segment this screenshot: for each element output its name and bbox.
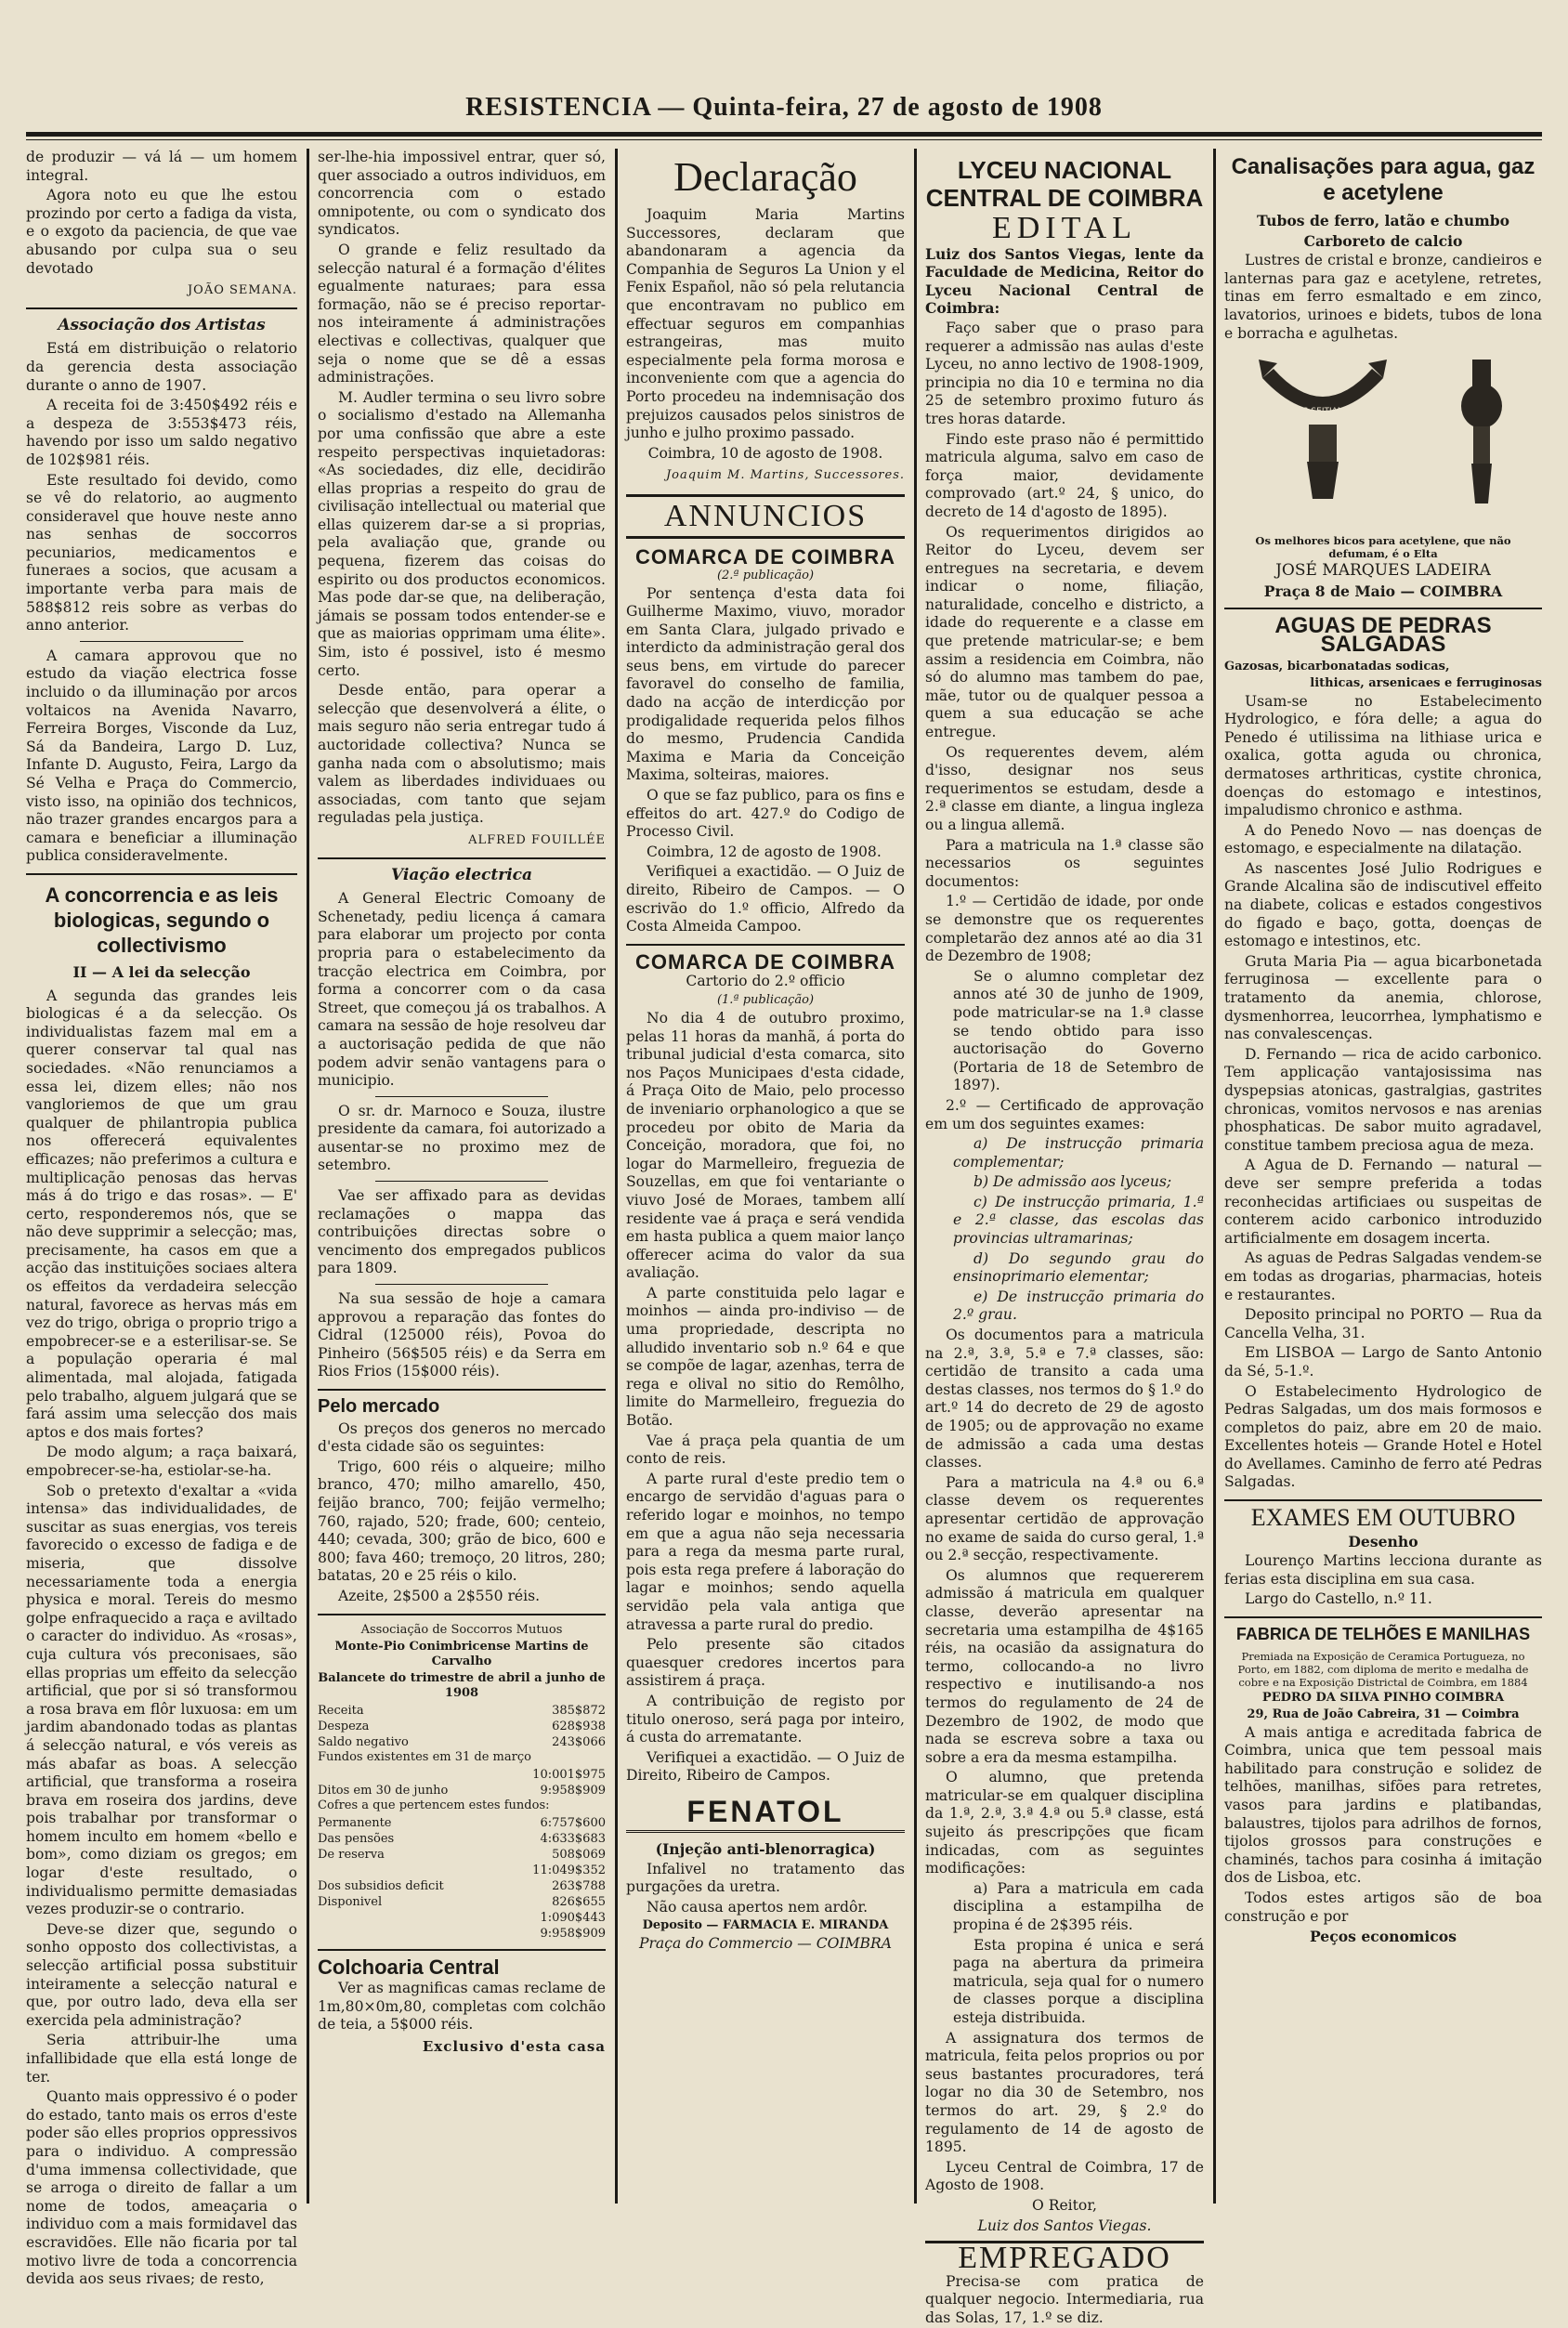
ad-owner: JOSÉ MARQUES LADEIRA bbox=[1275, 561, 1491, 581]
column-5 bbox=[1224, 149, 1542, 2204]
text: Lustres de cristal e bronze, candieiros e lanternas para gaz e acetylene, retretes, tinas em ferro esmaltado e em zinco, lavatorios, urinoes e bidets, tubos de lona e borracha e agulhetas. bbox=[1224, 252, 1542, 342]
text: Seria attribuir-lhe uma infallibidade que ella está longe de ter. bbox=[26, 2032, 297, 2086]
ad-subtitle: Gazosas, bicarbonatadas sodicas, bbox=[1224, 659, 1450, 674]
ledger-row bbox=[318, 1863, 606, 1878]
section-title: Colchoaria Central bbox=[318, 1955, 500, 1979]
notice-subtitle: (2.ª publicação) bbox=[716, 568, 815, 582]
ledger-value: 826$655 bbox=[552, 1894, 606, 1909]
text: Está em distribuição o relatorio da gerencia desta associação durante o anno de 1907. bbox=[26, 340, 297, 394]
ledger-key: Permanente bbox=[318, 1815, 392, 1830]
top-rule bbox=[26, 132, 1542, 137]
masthead: RESISTENCIA — Quinta-feira, 27 de agosto de 1908 bbox=[465, 93, 1103, 122]
text: Os requerimentos dirigidos ao Reitor do Lyceu, devem ser entregues na secretaria, e devem indicar o nome, filiação, naturalidade, concelho e districto, a idade do requerente e a classe em que pretende matricular-se; e bem assim a residencia em Coimbra, não só do alumno mas tambem do pae, mãe, tutor ou de qualquer pessoa a quem a sua educação se ache entregue. bbox=[925, 523, 1204, 741]
ledger-value: 11:049$352 bbox=[532, 1863, 606, 1877]
ad-address: 29, Rua de João Cabreira, 31 — Coimbra bbox=[1247, 1707, 1520, 1721]
text: A contribuição de registo por titulo oneroso, será paga por inteiro, á custa do arrematante. bbox=[626, 1692, 905, 1746]
text: Peços economicos bbox=[1310, 1928, 1457, 1946]
ad-subtitle: lithicas, arsenicaes e ferruginosas bbox=[1310, 675, 1542, 690]
text: a) Para a matricula em cada disciplina a estampilha de propina é de 2$395 réis. bbox=[953, 1879, 1204, 1934]
declaration-title: Declaração bbox=[673, 154, 857, 200]
text: O alumno, que pretenda matricular-se em qualquer disciplina da 1.ª, 2.ª, 3.ª 4.ª ou 5.ª classe, está sujeito ás prescripções que ficam indicadas, com as seguintes modificações: bbox=[925, 1769, 1204, 1877]
ledger-row bbox=[318, 1878, 606, 1894]
ledger-value: 6:757$600 bbox=[540, 1815, 606, 1830]
lyceu-title: LYCEU NACIONAL CENTRAL DE COIMBRA bbox=[925, 156, 1204, 212]
ledger-value: 1:090$443 bbox=[540, 1910, 606, 1925]
employee-ad-title: EMPREGADO bbox=[925, 2241, 1204, 2268]
exam-list-item: d) Do segundo grau do ensinoprimario elementar; bbox=[953, 1249, 1204, 1286]
divider bbox=[318, 1389, 606, 1391]
text: A camara approvou que no estudo da viação electrica fosse incluido o da illuminação por arcos voltaicos na Avenida Navarro, Ferreira Borges, Visconde da Luz, Sá da Bandeira, Largo D. Luz, Infante D. Augusto, Feira, Largo da Sé Velha e Praça do Commercio, visto isso, na opinião dos technicos, não trazer grandes encargos para a camara e beneficiar a illuminação publica consideravelmente. bbox=[26, 647, 297, 865]
ledger-key: Receita bbox=[318, 1703, 364, 1718]
ledger-label: Fundos existentes em 31 de março bbox=[318, 1749, 531, 1764]
text: Deposito principal no PORTO — Rua da Cancella Velha, 31. bbox=[1224, 1306, 1542, 1341]
ledger-row bbox=[318, 1703, 606, 1719]
text: Quanto mais oppressivo é o poder do estado, tanto mais os erros d'este poder são elles proprios oppressivos para o individuo. A compressão d'uma immensa collectividade, que se arroga o direito de fallar a um nome de todos, ameaçaria o individuo com a mais formidavel das escravidões. Elle não ficaria por tal motivo livre de toda a concorrencia devida aos seus rivaes; de resto, bbox=[26, 2088, 297, 2288]
edital-title: EDITAL bbox=[991, 211, 1137, 245]
text: Verifiquei a exactidão. — O Juiz de Direito, Ribeiro de Campos. bbox=[626, 1748, 905, 1785]
text: O Estabelecimento Hydrologico de Pedras Salgadas, um dos mais formosos e completos do paiz, abre em 20 de maio. Excellentes hoteis — Grande Hotel e Hotel do Avellames. Caminho de ferro até Pedras Salgadas. bbox=[1224, 1382, 1542, 1491]
ledger-label: Cofres a que pertencem estes fundos: bbox=[318, 1798, 550, 1812]
ledger-row bbox=[318, 1910, 606, 1926]
text: O que se faz publico, para os fins e effeitos do art. 427.º do Codigo de Processo Civil. bbox=[626, 787, 905, 841]
text: Na sua sessão de hoje a camara approvou a reparação das fontes do Cidral (125000 réis), Povoa do Pinheiro (56$505 réis) e da Serra em Rios Frios (15$000 réis). bbox=[318, 1290, 606, 1380]
column-1 bbox=[26, 149, 297, 2288]
ledger-block bbox=[318, 1703, 606, 1750]
signature: Luiz dos Santos Viegas. bbox=[977, 2217, 1152, 2234]
notice-subtitle: (1.ª publicação) bbox=[716, 992, 815, 1007]
column-separator bbox=[914, 149, 917, 2204]
text: A receita foi de 3:450$492 réis e a despeza de 3:553$473 réis, havendo por isso um saldo negativo de 102$981 réis. bbox=[26, 397, 297, 468]
ledger-key: De reserva bbox=[318, 1847, 385, 1862]
ledger-value: 508$069 bbox=[552, 1847, 606, 1862]
text: A parte constituida pelo lagar e moinhos — ainda pro-indiviso — de uma propriedade, descripta no alludido inventario sob n.º 64 e que se compõe de lagar, azenhas, terra de rega e olival no sitio do Remôlho, limite do Marmelleiro, freguezia do Botão. bbox=[626, 1284, 905, 1430]
divider bbox=[1224, 608, 1542, 609]
ledger-row bbox=[318, 1783, 606, 1798]
text: Os preços dos generos no mercado d'esta cidade são os seguintes: bbox=[318, 1419, 606, 1456]
burner-icon bbox=[1449, 350, 1514, 517]
divider bbox=[626, 944, 905, 946]
ledger-value: 9:958$909 bbox=[540, 1783, 606, 1798]
text: de produzir — vá lá — um homem integral. bbox=[26, 149, 297, 184]
text: Sob o pretexto d'exaltar a «vida intensa» das individualidades, de suscitar as suas energias, vos tereis favorecido o excesso de fadiga e de miseria, que dissolve necessariamente toda a energia physica e moral. Tereis do mesmo golpe enfraquecido a raça e aviltado o caracter do individuo. As «rosas», cuja cultura vós preconisaes, são ellas proprias um effeito da selecção artificial, que por si só transformou a rosa brava em flôr luxuosa: em um jardim abandonado todas as plantas á selecção natural, e vós vereis as más abafar as boas. A selecção artificial, que transforma a roseira brava em roseira dos jardins, deve pois trabalhar por transformar o homem inculto em homem «bello e bom», como diziam os gregos; em logar d'este resultado, o individualismo permitte demasiadas vezes produzir-se o contrario. bbox=[26, 1482, 297, 1918]
text: Precisa-se com pratica de qualquer negocio. Intermediaria, rua das Solas, 17, 1.º se diz. bbox=[925, 2272, 1204, 2326]
text: Todos estes artigos são de boa construção e por bbox=[1224, 1889, 1542, 1925]
signature: ALFRED FOUILLÉE bbox=[468, 832, 606, 847]
ledger-key: Disponivel bbox=[318, 1894, 383, 1909]
exam-list-item: a) De instrucção primaria complementar; bbox=[953, 1135, 1204, 1171]
divider bbox=[318, 1614, 606, 1615]
divider bbox=[375, 1284, 548, 1285]
notice-title: COMARCA DE COIMBRA bbox=[635, 544, 895, 569]
article-title: A concorrencia e as leis biologicas, segundo o collectivismo bbox=[45, 883, 279, 957]
text: Lourenço Martins lecciona durante as ferias esta disciplina em sua casa. bbox=[1224, 1552, 1542, 1588]
text: Coimbra, 10 de agosto de 1908. bbox=[647, 444, 883, 462]
exam-list bbox=[953, 1135, 1204, 1325]
text: 2.º — Certificado de approvação em um dos seguintes exames: bbox=[925, 1096, 1204, 1132]
divider bbox=[26, 873, 297, 875]
text: Este resultado foi devido, como se vê do relatorio, ao augmento consideravel que houve neste anno nas senhas de soccorros pecuniarios, medicamentos e funeraes a socios, que acusam a importante verba para mais de 588$812 reis sobre as verbas do anno anterior. bbox=[26, 471, 297, 634]
ad-subtitle: Tubos de ferro, latão e chumbo bbox=[1256, 212, 1510, 229]
illustration-caption: Os melhores bicos para acetylene, que não defumam, é o Elta bbox=[1255, 534, 1511, 561]
ad-subtitle: Desenho bbox=[1348, 1532, 1418, 1550]
ledger-row bbox=[318, 1847, 606, 1863]
ledger-key: Dos subsidios deficit bbox=[318, 1878, 444, 1893]
text: Azeite, 2$500 a 2$550 réis. bbox=[338, 1587, 541, 1604]
column-4 bbox=[925, 149, 1204, 2326]
divider bbox=[26, 307, 297, 309]
text: Deve-se dizer que, segundo o sonho opposto dos collectivistas, a selecção artificial possa substituir inteiramente a selecção natural e que, por outro lado, deva ella ser exercida pela administração? bbox=[26, 1920, 297, 2029]
text: A parte rural d'este predio tem o encargo de servidão d'aguas para o referido logar e moinhos, no tempo em que a agua não seja necessaria para a rega da mesma parte rural, pois esta rega prefere á laboração do lagar e moinhos; sendo aquella servidão pela vala antiga que atravessa a parte rural do predio. bbox=[626, 1470, 905, 1633]
text: Trigo, 600 réis o alqueire; milho branco, 470; milho amarello, 450, feijão branco, 700; feijão vermelho; 760, rajado, 520; frade, 600; centeio, 440; cevada, 300; grão de bico, 600 e 800; fava 460; tremoço, 20 litros, 280; batatas, 20 e 25 réis o kilo. bbox=[318, 1458, 606, 1585]
text: Por sentença d'esta data foi Guilherme Maximo, viuvo, morador em Santa Clara, julgado privado e interdicto da administração geral dos seus bens, em virtude do parecer favoravel do conselho de familia, dado na acção de interdicção por prodigalidade requerida pelos filhos do mesmo, Prudencia Candida Maxima e Maria da Conceição Maxima, solteiras, maiores. bbox=[626, 584, 905, 784]
text: Luiz dos Santos Viegas, lente da Faculdade de Medicina, Reitor do Lyceu Nacional Central de Coimbra: bbox=[925, 244, 1204, 318]
ad-subtitle: Carboreto de calcio bbox=[1303, 231, 1463, 250]
subheading: Balancete do trimestre de abril a junho de 1908 bbox=[318, 1670, 606, 1700]
text: Os requerentes devem, além d'isso, designar nos seus requerimentos se estudam, desde a 2.ª classe em diante, a lingua ingleza ou a lingua allemã. bbox=[925, 743, 1204, 833]
burner-icon bbox=[1253, 350, 1392, 517]
ledger-block bbox=[318, 1815, 606, 1942]
text: Em LISBOA — Largo de Santo Antonio da Sé, 5-1.º. bbox=[1224, 1344, 1542, 1380]
ad-subtitle: Premiada na Exposição de Ceramica Portugueza, no Porto, em 1882, com diploma de merito e medalha de cobre e na Exposição Districtal de Coimbra, em 1884 bbox=[1237, 1649, 1529, 1689]
text: Faço saber que o praso para requerer a admissão nas aulas d'este Lyceu, no anno lectivo de 1908-1909, principia no dia 10 e termina no dia 25 de setembro proximo futuro ás tres horas datarde. bbox=[925, 319, 1204, 427]
text: Não causa apertos nem ardôr. bbox=[647, 1898, 869, 1916]
ad-deposit: Deposito — FARMACIA E. MIRANDA bbox=[642, 1918, 889, 1933]
exam-list-item: c) De instrucção primaria, 1.ª e 2.ª classe, das escolas das provincias ultramarinas; bbox=[953, 1193, 1204, 1248]
top-rule-thin bbox=[26, 139, 1542, 140]
ledger-value: 385$872 bbox=[552, 1703, 606, 1718]
ad-address: Praça do Commercio — COIMBRA bbox=[638, 1935, 893, 1953]
signature: Joaquim M. Martins, Successores. bbox=[665, 468, 905, 483]
text: Agora noto eu que lhe estou prozindo por certo a fadiga da vista, e o exgoto da paciencia, de que vae abusando por culpa sua o seu devotado bbox=[26, 187, 297, 277]
text: Largo do Castello, n.º 11. bbox=[1245, 1590, 1432, 1608]
signature: Exclusivo d'esta casa bbox=[422, 2037, 606, 2055]
column-separator bbox=[1213, 149, 1216, 2204]
column-3 bbox=[626, 149, 905, 2204]
divider bbox=[375, 1181, 548, 1182]
text: Para a matricula na 4.ª ou 6.ª classe devem os requerentes apresentar certidão de approvação no exame de saida do curso geral, 1.ª ou 2.ª secção, respectivamente. bbox=[925, 1473, 1204, 1564]
text: Coimbra, 12 de agosto de 1908. bbox=[647, 843, 882, 860]
subheading: Associação de Soccorros Mutuos bbox=[360, 1622, 563, 1637]
section-title: Pelo mercado bbox=[318, 1396, 440, 1417]
text: Se o alumno completar dez annos até 30 de junho de 1909, pode matricular-se na 1.ª classe se tendo obtido para isso auctorisação do Governo (Portaria de 18 de Setembro de 1897). bbox=[953, 967, 1204, 1094]
divider bbox=[318, 857, 606, 859]
column-separator bbox=[615, 149, 618, 2204]
text: Ver as magnificas camas reclame de 1m,80×0m,80, completas com colchão de teia, a 5$000 réis. bbox=[318, 1980, 606, 2034]
ad-subtitle: (Injeção anti-blenorragica) bbox=[655, 1839, 876, 1858]
text: O Reitor, bbox=[1031, 2196, 1098, 2214]
text: De modo algum; a raça baixará, empobrecer-se-ha, estiolar-se-ha. bbox=[26, 1444, 297, 1479]
text: Verifiquei a exactidão. — O Juiz de direito, Ribeiro de Campos. — O escrivão do 1.º officio, Alfredo da Costa Almeida Campoo. bbox=[626, 863, 905, 935]
ledger-value: 10:001$975 bbox=[532, 1767, 606, 1782]
ledger-row bbox=[318, 1734, 606, 1750]
announcements-header: ANNUNCIOS bbox=[626, 494, 905, 539]
divider bbox=[318, 1949, 606, 1951]
ledger-row bbox=[318, 1926, 606, 1942]
signature: JOÃO SEMANA. bbox=[187, 283, 297, 298]
text: Infalivel no tratamento das purgações da uretra. bbox=[626, 1860, 905, 1896]
text: A segunda das grandes leis biologicas é a da selecção. Os individualistas fazem mal em a querer conservar tal qual nas sociedades. «Não renunciamos a essa lei, dizem elles; não nos vangloriemos de que um grau qualquer de philantropia publica nos offerecerá equivalentes efficazes; não preferimos a cultura e multiplicação penosas das hervas más á do trigo e das rosas». — E' certo, responderemos nós, que se não deve supprimir a selecção; mas, precisamente, ha casos em que a acção das instituições sociaes altera os effeitos da verdadeira selecção natural, favorece as hervas más em vez do trigo, obriga o proprio trigo a empobrecer-se e a esterilisar-se. Se a população operaria é mal alimentada, mal alojada, fatigada pelo trabalho, alguem julgará que se fará assim uma selecção dos mais aptos e dos mais fortes? bbox=[26, 987, 297, 1441]
subheading: Monte-Pio Conimbricense Martins de Carvalho bbox=[334, 1639, 589, 1668]
text: D. Fernando — rica de acido carbonico. Tem applicação vantajosissima nas dyspepsias atonicas, gastralgias, gastrites chronicas, vomitos nervosos e nas arenias phosphaticas. De sabor muito agradavel, constitue tambem preciosa agua de meza. bbox=[1224, 1045, 1542, 1154]
text: O sr. dr. Marnoco e Souza, ilustre presidente da camara, foi autorizado a ausentar-se no proximo mez de setembro. bbox=[318, 1102, 606, 1174]
ledger-value: 628$938 bbox=[552, 1719, 606, 1733]
text: O grande e feliz resultado da selecção natural é a formação d'élites egualmente naturaes; para essa formação, não se é preciso reportar-nos inteiramente á administrações electivas e collectivas, qualquer que seja o nome que se dê a essas administrações. bbox=[318, 241, 606, 386]
ledger-value: 9:958$909 bbox=[540, 1926, 606, 1941]
text: Os alumnos que requererem admissão á matricula em qualquer classe, deverão apresentar na secretaria uma estampilha de 4$165 réis, na ocasião da assignatura do termo, collocando-a no livro respectivo e inutilisando-a nos termos do regulamento de 24 de Dezembro de 1902, de modo que nada se escreva sobre a taxa ou sobre a era da mesma estampilha. bbox=[925, 1566, 1204, 1766]
ledger-row bbox=[318, 1719, 606, 1734]
text: Gruta Maria Pia — agua bicarbonetada ferruginosa — excellente para o tratamento da anemia, chlorose, dysmenhorrea, leucorrhea, lymphatismo e nas convalescenças. bbox=[1224, 952, 1542, 1043]
divider bbox=[375, 1096, 548, 1097]
text: Vae á praça pela quantia de um conto de reis. bbox=[626, 1432, 905, 1468]
exam-list-item: b) De admissão aos lyceus; bbox=[973, 1173, 1172, 1191]
text: A General Electric Comoany de Schenetady, pediu licença á camara para elaborar um projecto por conta propria para o estabelecimento da tracção electrica em Coimbra, por forma a concorrer com o da casa Street, que começou já os trabalhos. A camara na sessão de hoje resolveu dar a auctorisação pedida de que não podem advir senão vantagens para o municipio. bbox=[318, 890, 606, 1090]
ledger-value: 4:633$683 bbox=[540, 1831, 606, 1846]
text: Vae ser affixado para as devidas reclamações o mappa das contribuições directas sobre o vencimento dos empregados publicos para 1809. bbox=[318, 1187, 606, 1277]
ledger-row bbox=[318, 1815, 606, 1831]
burner-label: BRAS-SEITIANTAR bbox=[1285, 407, 1360, 417]
ledger-key: Despeza bbox=[318, 1719, 370, 1733]
column-2 bbox=[318, 149, 606, 2204]
text: Os documentos para a matricula na 2.ª, 3.ª, 5.ª e 7.ª classes, são: certidão de transito a cada uma destas classes, nos termos do § 1.º do art.º 14 do decreto de 29 de agosto de 1905; ou de approvação no exame de admissão a cada uma destas classes. bbox=[925, 1327, 1204, 1471]
burner-illustration bbox=[1224, 350, 1542, 527]
ad-title: FABRICA DE TELHÕES E MANILHAS bbox=[1235, 1625, 1531, 1644]
text: As nascentes José Julio Rodrigues e Grande Alcalina são de indiscutivel effeito na diabete, colicas e estados congestivos do figado e baço, gotta, doenças de estomago e intestinos, etc. bbox=[1224, 859, 1542, 950]
ledger-row bbox=[318, 1894, 606, 1910]
ledger-key: Ditos em 30 de junho bbox=[318, 1783, 449, 1798]
column-separator bbox=[307, 149, 309, 2204]
divider bbox=[1224, 1499, 1542, 1501]
exam-list-item: e) De instrucção primaria do 2.º grau. bbox=[953, 1288, 1204, 1324]
ad-title: EXAMES EM OUTUBRO bbox=[1250, 1504, 1516, 1532]
ledger-value: 243$066 bbox=[552, 1734, 606, 1749]
ad-owner: PEDRO DA SILVA PINHO COIMBRA bbox=[1261, 1690, 1505, 1705]
ledger-key: Saldo negativo bbox=[318, 1734, 409, 1749]
text: Esta propina é unica e será paga na abertura da primeira matricula, seja qual for o numero de classes porque a disciplina esteja distribuida. bbox=[953, 1936, 1204, 2026]
ledger-row bbox=[318, 1767, 606, 1783]
section-title: Viação electrica bbox=[390, 865, 533, 884]
text: Desde então, para operar a selecção que desenvolverá a élite, o mais seguro não seria entregar tudo á auctoridade collectiva? Nunca se ganha nada com o absolutismo; mais valem as liberdades individuaes ou associadas, com tanto que sejam reguladas pela justiça. bbox=[318, 682, 606, 827]
text: Lyceu Central de Coimbra, 17 de Agosto de 1908. bbox=[925, 2158, 1204, 2194]
text: 1.º — Certidão de idade, por onde se demonstre que os requerentes completarão dez annos até ao dia 31 de Dezembro de 1908; bbox=[925, 893, 1204, 965]
text: M. Audler termina o seu livro sobre o socialismo d'estado na Allemanha por uma confissão que abre a este respeito perspectivas inquietadoras: «As sociedades, diz elle, decidirão ellas proprias a respeito do grau de civilisação intellectual ou material que ellas quizerem dar-se a si proprias, pela avaliação que, grande ou pequena, fizerem das coisas do espirito ou dos productos economicos. Mas pode dar-se que, na deliberação, jámais se possam todos entender-se e que as maiorias opprimam uma élite». Sim, isto é possivel, isto é mesmo certo. bbox=[318, 388, 606, 679]
ledger-block bbox=[318, 1767, 606, 1798]
columns bbox=[26, 149, 1542, 2326]
ad-title: AGUAS DE PEDRAS SALGADAS bbox=[1274, 613, 1492, 657]
text: A do Penedo Novo — nas doenças de estomago, e especialmente na dilatação. bbox=[1224, 821, 1542, 857]
article-subtitle: II — A lei da selecção bbox=[72, 962, 251, 981]
fenatol-title: FENATOL bbox=[626, 1793, 905, 1833]
section-title: Associação dos Artistas bbox=[58, 315, 266, 334]
text: A mais antiga e acreditada fabrica de Coimbra, unica que tem pessoal mais habilitado para construção e solidez de telhões, manilhas, sifões para retretes, vasos para jardins e platibandas, balaustres, tijolos para adrilhos de fornos, tijolos grossos para construções e chaminés, tachos para cosinha á imitação dos de Lisboa, etc. bbox=[1224, 1723, 1542, 1887]
divider bbox=[1224, 1616, 1542, 1618]
notice-subtitle: Cartorio do 2.º officio bbox=[686, 973, 845, 990]
text: Para a matricula na 1.ª classe são necessarios os seguintes documentos: bbox=[925, 836, 1204, 890]
text: Findo este praso não é permittido matricula alguma, salvo em caso de força maior, devidamente comprovado (art.º 24, § unico, do decreto de 14 d'agosto de 1895). bbox=[925, 430, 1204, 520]
ledger-row bbox=[318, 1831, 606, 1847]
text: Joaquim Maria Martins Successores, declaram que abandonaram a agencia da Companhia de Seguros La Union y el Fenix Español, não só pela relutancia que encontravam no publico em effectuar seguros em companhias estrangeiras, mas muito especialmente pela forma morosa e inconveniente com que a agencia do Porto procedeu na indemnisação dos prejuizos causados pelos sinistros de junho e julho proximo passado. bbox=[626, 206, 905, 442]
text: As aguas de Pedras Salgadas vendem-se em todas as drogarias, pharmacias, hoteis e restaurantes. bbox=[1224, 1249, 1542, 1303]
text: Pelo presente são citados quaesquer credores incertos para assistirem á praça. bbox=[626, 1636, 905, 1690]
ad-address: Praça 8 de Maio — COIMBRA bbox=[1263, 582, 1503, 600]
text: No dia 4 de outubro proximo, pelas 11 horas da manhã, á porta do tribunal judicial d'esta comarca, sito nos Paços Municipaes d'esta cidade, á Praça Oito de Maio, pelo processo de inveniario orphanologico a que se procedeu por obito de Maria da Conceição, moradora, que foi, no logar do Marmelleiro, freguezia de Souzellas, em que foi ventariante o viuvo José de Moraes, tambem allí residente vae á praça e será vendida em hasta publica a quem maior lanço offerecer acima do valor da sua avaliação. bbox=[626, 1009, 905, 1282]
text: A Agua de D. Fernando — natural — deve ser sempre preferida a todas reconhecidas artificiaes ou suspeitas de conterem acido carbonico introduzido artificialmente em dosagem incerta. bbox=[1224, 1157, 1542, 1247]
ledger-key: Das pensões bbox=[318, 1831, 395, 1846]
text: Usam-se no Estabelecimento Hydrologico, e fóra delle; a agua do Penedo é utilissima na lithiase urica e oxalica, gotta aguda ou chronica, dermatoses arthriticas, cystite chronica, doenças do estomago e intestinos, impaludismo chronico e asthma. bbox=[1224, 692, 1542, 819]
ledger-value: 263$788 bbox=[552, 1878, 606, 1893]
divider bbox=[80, 641, 242, 642]
text: ser-lhe-hia impossivel entrar, quer só, quer associado a outros individuos, em concorrencia com o estado omnipotente, ou com o syndicato dos syndicatos. bbox=[318, 149, 606, 239]
notice-title: COMARCA DE COIMBRA bbox=[635, 949, 895, 974]
ad-title: Canalisações para agua, gaz e acetylene bbox=[1231, 154, 1535, 205]
text: A assignatura dos termos de matricula, feita pelos proprios ou por seus bastantes procuradores, terá logar no dia 30 de Setembro, nos termos do art. 29, § 2.º do regulamento de 14 de agosto de 1895. bbox=[925, 2029, 1204, 2156]
